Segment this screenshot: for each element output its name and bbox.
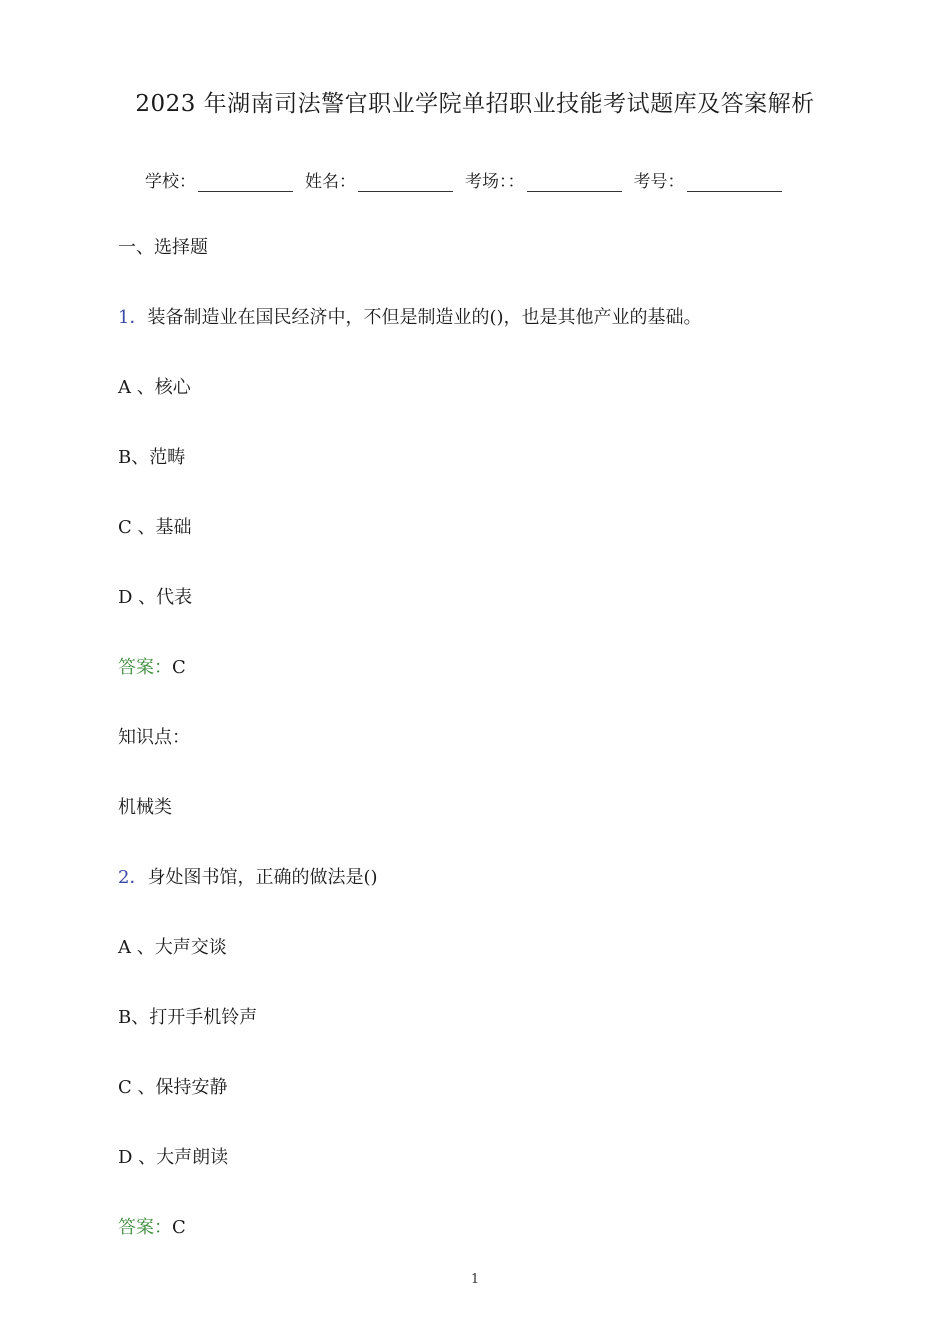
knowledge-label: 知识点：: [118, 727, 190, 748]
room-field: [465, 168, 622, 196]
answer-label: 答案：: [118, 657, 172, 678]
option-d: D 、大声朗读: [118, 1147, 229, 1168]
option-d: D 、代表: [118, 587, 193, 608]
answer-value: C: [172, 1217, 186, 1238]
number-label: 考号：: [633, 172, 685, 192]
answer-line: [118, 654, 186, 682]
question-number: 1．: [118, 307, 148, 328]
option-a: A 、大声交谈: [118, 937, 227, 958]
number-blank: [687, 173, 782, 192]
question-2: [118, 864, 378, 892]
answer-line: [118, 1214, 186, 1242]
school-blank: [198, 173, 293, 192]
question-number: 2．: [118, 867, 148, 888]
name-blank: [358, 173, 453, 192]
option-c: C 、保持安静: [118, 1077, 228, 1098]
option-b: B、打开手机铃声: [118, 1007, 258, 1028]
answer-value: C: [172, 657, 186, 678]
room-blank: [527, 173, 622, 192]
option-a: A 、核心: [118, 377, 191, 398]
option-c: C 、基础: [118, 517, 192, 538]
exam-info-row: [145, 168, 794, 196]
section-title: 一、选择题: [118, 237, 208, 258]
name-label: 姓名：: [305, 172, 356, 192]
option-b: B、范畴: [118, 447, 186, 468]
page-number: 1: [470, 1272, 480, 1287]
page-title: 2023 年湖南司法警官职业学院单招职业技能考试题库及答案解析: [135, 91, 815, 117]
question-text: 身处图书馆，正确的做法是(): [147, 867, 378, 888]
question-1: [118, 304, 702, 332]
name-field: [305, 168, 453, 196]
question-text: 装备制造业在国民经济中，不但是制造业的()，也是其他产业的基础。: [147, 307, 702, 328]
answer-label: 答案：: [118, 1217, 172, 1238]
school-field: [145, 168, 293, 196]
number-field: [634, 168, 782, 196]
school-label: 学校：: [145, 172, 196, 192]
knowledge-value: 机械类: [118, 797, 172, 818]
room-label: 考场：：: [465, 172, 525, 192]
